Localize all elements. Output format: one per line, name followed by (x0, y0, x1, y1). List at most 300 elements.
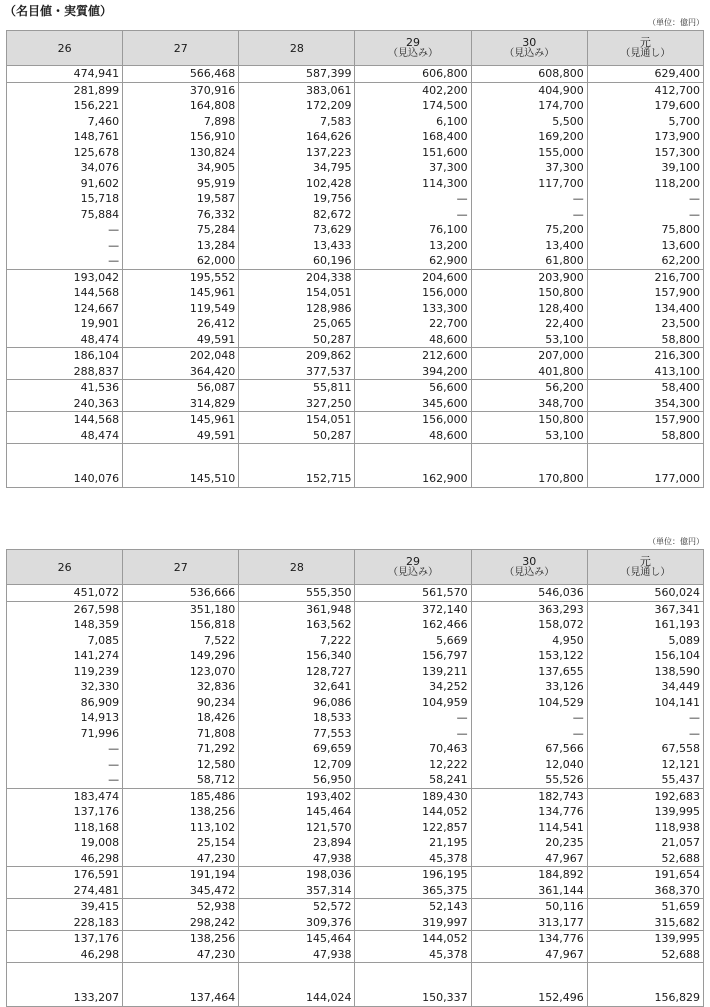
table-cell: 383,061 (239, 82, 355, 98)
table-cell: 34,252 (355, 679, 471, 695)
column-header (123, 31, 239, 66)
table-cell: 412,700 (587, 82, 703, 98)
table-cell: 45,378 (355, 851, 471, 867)
table-cell: 240,363 (7, 396, 123, 412)
table-cell: 134,400 (587, 301, 703, 317)
table-cell: 364,420 (123, 364, 239, 380)
table-cell: 164,626 (239, 129, 355, 145)
table-cell: — (355, 710, 471, 726)
table-cell: 156,797 (355, 648, 471, 664)
table-cell: 151,600 (355, 145, 471, 161)
table-cell: 46,298 (7, 851, 123, 867)
table-cell: 587,399 (239, 66, 355, 83)
table-row (7, 238, 704, 254)
table-cell: 50,287 (239, 428, 355, 444)
table-row (7, 772, 704, 788)
table-row (7, 947, 704, 963)
table-cell: 228,183 (7, 915, 123, 931)
column-header-note: （見込み） (388, 48, 439, 59)
column-header-year: 30 (522, 36, 537, 49)
table-cell: 128,400 (471, 301, 587, 317)
table-cell: 118,938 (587, 820, 703, 836)
table-cell: 172,209 (239, 98, 355, 114)
table-cell: 62,900 (355, 253, 471, 269)
table-cell: 174,500 (355, 98, 471, 114)
column-header (7, 31, 123, 66)
column-header (471, 31, 587, 66)
table-cell: 12,709 (239, 757, 355, 773)
table-cell: 53,100 (471, 428, 587, 444)
table-cell: 71,996 (7, 726, 123, 742)
table-cell: 75,800 (587, 222, 703, 238)
table-cell: 86,909 (7, 695, 123, 711)
table-cell: 319,997 (355, 915, 471, 931)
table-cell: 145,961 (123, 412, 239, 428)
table-cell: 207,000 (471, 348, 587, 364)
table-cell: 141,274 (7, 648, 123, 664)
table-row (7, 899, 704, 915)
table-cell: 139,995 (587, 804, 703, 820)
table-row (7, 695, 704, 711)
table-cell: — (471, 726, 587, 742)
table-row (7, 726, 704, 742)
table-row (7, 253, 704, 269)
table-cell: — (7, 741, 123, 757)
table-cell: 19,008 (7, 835, 123, 851)
table-cell: 148,761 (7, 129, 123, 145)
table-row (7, 679, 704, 695)
table-cell: 153,122 (471, 648, 587, 664)
table-row (7, 788, 704, 804)
table-cell: 177,000 (587, 444, 703, 488)
table-cell: 202,048 (123, 348, 239, 364)
table-cell: 162,900 (355, 444, 471, 488)
table-cell: 7,583 (239, 114, 355, 130)
table-cell: 394,200 (355, 364, 471, 380)
table-cell: 90,234 (123, 695, 239, 711)
table-cell: 76,100 (355, 222, 471, 238)
table-row (7, 804, 704, 820)
table-cell: 209,862 (239, 348, 355, 364)
table-cell: 152,715 (239, 444, 355, 488)
table-cell: 22,700 (355, 316, 471, 332)
table-cell: 128,986 (239, 301, 355, 317)
table-cell: 118,200 (587, 176, 703, 192)
table-row (7, 648, 704, 664)
table-cell: 170,800 (471, 444, 587, 488)
table-cell: 19,587 (123, 191, 239, 207)
table-cell: 183,474 (7, 788, 123, 804)
table-cell: 67,566 (471, 741, 587, 757)
column-header (123, 550, 239, 585)
table-cell: 104,529 (471, 695, 587, 711)
table-cell: 52,688 (587, 947, 703, 963)
table-cell: 48,600 (355, 428, 471, 444)
table-cell: 7,085 (7, 633, 123, 649)
table-cell: 13,400 (471, 238, 587, 254)
table-cell: 198,036 (239, 867, 355, 883)
table-cell: 56,200 (471, 380, 587, 396)
table-cell: 7,460 (7, 114, 123, 130)
column-header-note: （見通し） (620, 567, 671, 578)
table-cell: 184,892 (471, 867, 587, 883)
table-row (7, 380, 704, 396)
table-cell: 22,400 (471, 316, 587, 332)
table-cell: 53,100 (471, 332, 587, 348)
table-cell: 56,950 (239, 772, 355, 788)
table-cell: 23,894 (239, 835, 355, 851)
column-header (471, 550, 587, 585)
table-cell: 75,200 (471, 222, 587, 238)
column-header (587, 31, 703, 66)
table-cell: 58,800 (587, 428, 703, 444)
column-header-year: 29 (406, 555, 421, 568)
table-cell: 12,040 (471, 757, 587, 773)
table-cell: 149,296 (123, 648, 239, 664)
nominal-table (6, 30, 704, 488)
table-cell: 47,230 (123, 947, 239, 963)
column-header-year: 元 (639, 36, 651, 49)
table-cell: 173,900 (587, 129, 703, 145)
table-cell: 18,533 (239, 710, 355, 726)
table-cell: — (471, 710, 587, 726)
table-cell: 7,222 (239, 633, 355, 649)
table-cell: 67,558 (587, 741, 703, 757)
table-cell: 363,293 (471, 601, 587, 617)
table-cell: 361,144 (471, 883, 587, 899)
table-cell: 176,591 (7, 867, 123, 883)
table-cell: 138,256 (123, 804, 239, 820)
table-cell: 451,072 (7, 585, 123, 602)
table-cell: 12,222 (355, 757, 471, 773)
table-cell: 26,412 (123, 316, 239, 332)
table-row (7, 915, 704, 931)
table-cell: 34,076 (7, 160, 123, 176)
table-cell: 60,196 (239, 253, 355, 269)
table-cell: 25,065 (239, 316, 355, 332)
table-cell: 32,330 (7, 679, 123, 695)
column-header-year: 29 (406, 36, 421, 49)
table-cell: 55,437 (587, 772, 703, 788)
table-row (7, 820, 704, 836)
table-cell: 370,916 (123, 82, 239, 98)
table-row (7, 222, 704, 238)
table-cell: 137,176 (7, 804, 123, 820)
table-cell: 155,000 (471, 145, 587, 161)
table-cell: 15,718 (7, 191, 123, 207)
column-header-year: 28 (289, 41, 304, 55)
table-cell: 52,938 (123, 899, 239, 915)
table-cell: 345,600 (355, 396, 471, 412)
table-row (7, 617, 704, 633)
table-cell: 23,500 (587, 316, 703, 332)
table-cell: 144,568 (7, 285, 123, 301)
table-cell: 137,464 (123, 963, 239, 1007)
table-row (7, 633, 704, 649)
table-cell: 157,900 (587, 412, 703, 428)
table-row (7, 191, 704, 207)
table-cell: 73,629 (239, 222, 355, 238)
table-cell: 71,808 (123, 726, 239, 742)
table-cell: 193,042 (7, 269, 123, 285)
table-row (7, 285, 704, 301)
table-cell: 70,463 (355, 741, 471, 757)
table-cell: 34,449 (587, 679, 703, 695)
table-cell: 19,756 (239, 191, 355, 207)
table-cell: 314,829 (123, 396, 239, 412)
table-cell: — (355, 207, 471, 223)
table-cell: 104,959 (355, 695, 471, 711)
table-cell: 13,284 (123, 238, 239, 254)
table-cell: 37,300 (355, 160, 471, 176)
table-cell: 102,428 (239, 176, 355, 192)
table-row (7, 835, 704, 851)
table-cell: — (587, 207, 703, 223)
table-cell: 123,070 (123, 664, 239, 680)
table-cell: 95,919 (123, 176, 239, 192)
table-cell: 193,402 (239, 788, 355, 804)
table-cell: 274,481 (7, 883, 123, 899)
table-cell: 608,800 (471, 66, 587, 83)
table-cell: 49,591 (123, 332, 239, 348)
table-cell: 203,900 (471, 269, 587, 285)
header-row (7, 31, 704, 66)
table-cell: 47,938 (239, 851, 355, 867)
table-cell: 37,300 (471, 160, 587, 176)
table-cell: 58,241 (355, 772, 471, 788)
table-cell: 7,522 (123, 633, 239, 649)
table-cell: 137,176 (7, 931, 123, 947)
column-header (355, 31, 471, 66)
table-cell: — (471, 207, 587, 223)
table-cell: 195,552 (123, 269, 239, 285)
table-cell: 377,537 (239, 364, 355, 380)
table-cell: 216,700 (587, 269, 703, 285)
table-cell: 104,141 (587, 695, 703, 711)
table-cell: 58,712 (123, 772, 239, 788)
table-cell: 196,195 (355, 867, 471, 883)
table-cell: 138,590 (587, 664, 703, 680)
table-cell: 566,468 (123, 66, 239, 83)
table-cell: 157,300 (587, 145, 703, 161)
table-cell: 536,666 (123, 585, 239, 602)
table-cell: 327,250 (239, 396, 355, 412)
table-cell: 56,087 (123, 380, 239, 396)
table-cell: 13,433 (239, 238, 355, 254)
table-cell: 144,568 (7, 412, 123, 428)
table-cell: 555,350 (239, 585, 355, 602)
table-cell: 156,910 (123, 129, 239, 145)
table-cell: 39,100 (587, 160, 703, 176)
table-cell: 162,466 (355, 617, 471, 633)
table-row (7, 145, 704, 161)
table-cell: 34,795 (239, 160, 355, 176)
table-cell: 47,967 (471, 851, 587, 867)
table-cell: 32,836 (123, 679, 239, 695)
table-cell: 58,400 (587, 380, 703, 396)
table-cell: 61,800 (471, 253, 587, 269)
table-cell: 313,177 (471, 915, 587, 931)
table-cell: 50,116 (471, 899, 587, 915)
table-cell: — (587, 191, 703, 207)
table-cell: 7,898 (123, 114, 239, 130)
table-cell: 58,800 (587, 332, 703, 348)
unit-label-real: （単位：億円） (648, 537, 704, 546)
table-cell: 32,641 (239, 679, 355, 695)
table-cell: 76,332 (123, 207, 239, 223)
table-cell: 114,541 (471, 820, 587, 836)
table-cell: 125,678 (7, 145, 123, 161)
table-cell: — (7, 222, 123, 238)
table-cell: 145,961 (123, 285, 239, 301)
table-row (7, 114, 704, 130)
table-cell: 52,143 (355, 899, 471, 915)
table-cell: 150,800 (471, 412, 587, 428)
table-cell: 145,464 (239, 804, 355, 820)
table-row (7, 316, 704, 332)
table-cell: 52,688 (587, 851, 703, 867)
table-cell: 91,602 (7, 176, 123, 192)
table-cell: 5,669 (355, 633, 471, 649)
column-header (7, 550, 123, 585)
table-cell: 365,375 (355, 883, 471, 899)
table-cell: 62,000 (123, 253, 239, 269)
table-cell: 148,359 (7, 617, 123, 633)
table-cell: 113,102 (123, 820, 239, 836)
table-cell: 216,300 (587, 348, 703, 364)
table-cell: 34,905 (123, 160, 239, 176)
table-cell: 71,292 (123, 741, 239, 757)
table-cell: 130,824 (123, 145, 239, 161)
table-cell: — (7, 772, 123, 788)
table-cell: 75,284 (123, 222, 239, 238)
table-cell: 56,600 (355, 380, 471, 396)
table-cell: — (355, 191, 471, 207)
table-row (7, 176, 704, 192)
column-header-note: （見通し） (620, 48, 671, 59)
table-cell: 474,941 (7, 66, 123, 83)
table-cell: 150,800 (471, 285, 587, 301)
column-header-note: （見込み） (388, 567, 439, 578)
table-cell: 62,200 (587, 253, 703, 269)
table-cell: 47,938 (239, 947, 355, 963)
table-cell: 404,900 (471, 82, 587, 98)
table-cell: 118,168 (7, 820, 123, 836)
table-cell: 55,811 (239, 380, 355, 396)
table-row (7, 364, 704, 380)
table-cell: 139,211 (355, 664, 471, 680)
table-cell: — (587, 710, 703, 726)
table-cell: 179,600 (587, 98, 703, 114)
table-cell: 309,376 (239, 915, 355, 931)
table-cell: 4,950 (471, 633, 587, 649)
table-cell: 186,104 (7, 348, 123, 364)
section-title: （名目値・実質値） (4, 4, 113, 18)
table-cell: 298,242 (123, 915, 239, 931)
table-row (7, 664, 704, 680)
table-cell: 96,086 (239, 695, 355, 711)
table-cell: 413,100 (587, 364, 703, 380)
table-row (7, 269, 704, 285)
table-cell: 629,400 (587, 66, 703, 83)
table-cell: 204,600 (355, 269, 471, 285)
table-cell: 315,682 (587, 915, 703, 931)
column-header (239, 31, 355, 66)
table-cell: 117,700 (471, 176, 587, 192)
table-row (7, 883, 704, 899)
table-cell: 156,221 (7, 98, 123, 114)
table-cell: 144,024 (239, 963, 355, 1007)
table-cell: 25,154 (123, 835, 239, 851)
table-cell: 82,672 (239, 207, 355, 223)
table-cell: 161,193 (587, 617, 703, 633)
table-cell: 14,913 (7, 710, 123, 726)
table-cell: 560,024 (587, 585, 703, 602)
table-cell: 69,659 (239, 741, 355, 757)
table-cell: 137,655 (471, 664, 587, 680)
table-cell: 401,800 (471, 364, 587, 380)
table-cell: 114,300 (355, 176, 471, 192)
table-row (7, 867, 704, 883)
table-cell: — (471, 191, 587, 207)
table-cell: 357,314 (239, 883, 355, 899)
table-cell: 212,600 (355, 348, 471, 364)
column-header-year: 27 (173, 560, 188, 574)
table-cell: 121,570 (239, 820, 355, 836)
table-cell: 606,800 (355, 66, 471, 83)
table-cell: 561,570 (355, 585, 471, 602)
table-cell: 137,223 (239, 145, 355, 161)
table-cell: 19,901 (7, 316, 123, 332)
column-header-year: 30 (522, 555, 537, 568)
table-cell: 156,104 (587, 648, 703, 664)
table-cell: 168,400 (355, 129, 471, 145)
table-row (7, 851, 704, 867)
table-row (7, 301, 704, 317)
table-cell: 45,378 (355, 947, 471, 963)
table-cell: — (7, 253, 123, 269)
table-cell: 33,126 (471, 679, 587, 695)
table-cell: 157,900 (587, 285, 703, 301)
table-row (7, 963, 704, 1007)
table-row (7, 98, 704, 114)
table-cell: 52,572 (239, 899, 355, 915)
table-cell: 144,052 (355, 804, 471, 820)
table-cell: 367,341 (587, 601, 703, 617)
table-cell: 163,562 (239, 617, 355, 633)
table-cell: 191,194 (123, 867, 239, 883)
table-row (7, 412, 704, 428)
table-cell: 134,776 (471, 804, 587, 820)
table-cell: 189,430 (355, 788, 471, 804)
table-cell: 402,200 (355, 82, 471, 98)
column-header-year: 元 (639, 555, 651, 568)
column-header-year: 26 (57, 41, 72, 55)
header-row (7, 550, 704, 585)
table-cell: 77,553 (239, 726, 355, 742)
table-cell: — (587, 726, 703, 742)
table-cell: 154,051 (239, 412, 355, 428)
column-header-note: （見込み） (504, 48, 555, 59)
table-row (7, 585, 704, 602)
table-cell: 152,496 (471, 963, 587, 1007)
table-cell: 204,338 (239, 269, 355, 285)
table-row (7, 741, 704, 757)
table-cell: 368,370 (587, 883, 703, 899)
table-cell: 192,683 (587, 788, 703, 804)
table-row (7, 396, 704, 412)
table-cell: 158,072 (471, 617, 587, 633)
